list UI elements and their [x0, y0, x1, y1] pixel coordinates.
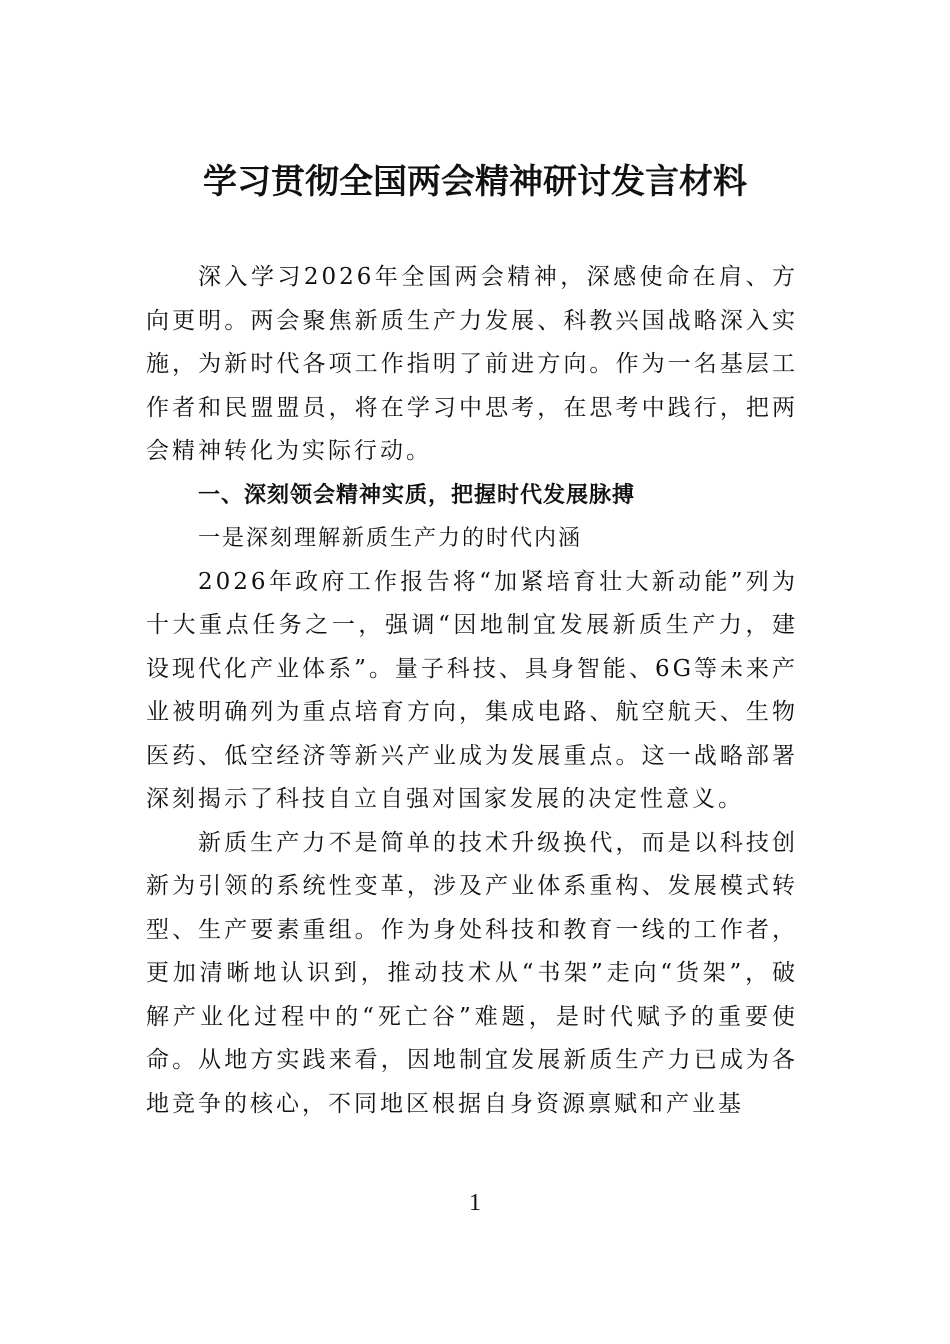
page-number: 1	[469, 1190, 481, 1216]
paragraph-productivity: 新质生产力不是简单的技术升级换代，而是以科技创新为引领的系统性变革，涉及产业体系重构、发展模式转型、生产要素重组。作为身处科技和教育一线的工作者，更加清晰地认识到，推动技术从“书架”走向“货架”，破解产业化过程中的“死亡谷”难题，是时代赋予的重要使命。从地方实践来看，因地制宜发展新质生产力已成为各地竞争的核心，不同地区根据自身资源禀赋和产业基	[146, 829, 798, 1117]
sub-heading: 一是深刻理解新质生产力的时代内涵	[198, 526, 583, 551]
paragraph-intro: 深入学习2026年全国两会精神，深感使命在肩、方向更明。两会聚焦新质生产力发展、科教兴国战略深入实施，为新时代各项工作指明了前进方向。作为一名基层工作者和民盟盟员，将在学习中思考，在思考中践行，把两会精神转化为实际行动。	[146, 264, 798, 464]
document-body	[146, 256, 798, 1126]
paragraph-report: 2026年政府工作报告将“加紧培育壮大新动能”列为十大重点任务之一，强调“因地制宜发展新质生产力，建设现代化产业体系”。量子科技、具身智能、6G等未来产业被明确列为重点培育方向，集成电路、航空航天、生物医药、低空经济等新兴产业成为发展重点。这一战略部署深刻揭示了科技自立自强对国家发展的决定性意义。	[146, 568, 798, 812]
section-heading: 一、深刻领会精神实质，把握时代发展脉搏	[198, 482, 636, 508]
document-title: 学习贯彻全国两会精神研讨发言材料	[203, 162, 747, 202]
